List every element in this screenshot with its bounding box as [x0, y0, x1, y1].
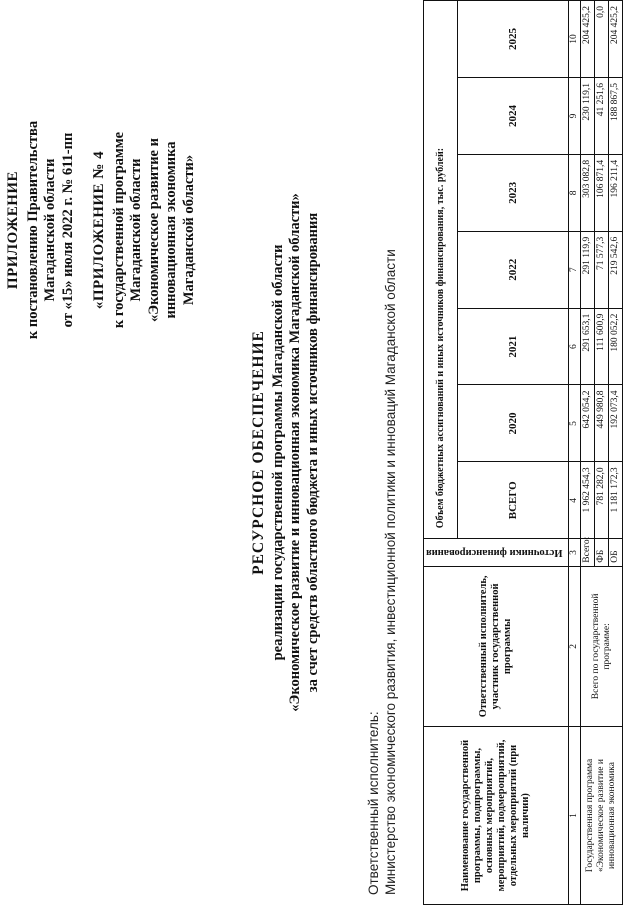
heading-line: за счет средств областного бюджета и иных источников финансирования [304, 212, 321, 693]
value-cell: 180 052,2 [609, 308, 623, 385]
responsible-label: Ответственный исполнитель: [366, 711, 381, 895]
value-cell: 1 962 454,3 [581, 462, 595, 539]
header-year: 2021 [458, 308, 569, 385]
header-name: Наименование государственной программы, подпрограммы, основных мероприятий, мероприятий, подмероприятий, отдельных мероприятий (при наличии) [424, 727, 569, 905]
value-cell: 230 119,1 [581, 78, 595, 155]
source-cell: ФБ [595, 539, 609, 566]
header-executor: Ответственный исполнитель, участник государственной программы [424, 566, 569, 726]
column-number: 7 [569, 231, 581, 308]
header-source: Источники финансирования [426, 547, 563, 559]
column-number: 5 [569, 385, 581, 462]
column-number: 8 [569, 154, 581, 231]
value-cell: 291 119,9 [581, 231, 595, 308]
value-cell: 291 653,1 [581, 308, 595, 385]
value-cell: 204 425,2 [609, 1, 623, 78]
program-name: Государственная программа «Экономическое развитие и инновационная экономика [581, 727, 623, 905]
heading-line: «Экономическое развитие и инновационная экономика Магаданской области» [287, 193, 303, 712]
appendix-title: ПРИЛОЖЕНИЕ [5, 170, 21, 290]
document-heading [250, 0, 322, 905]
resource-table [423, 0, 623, 905]
value-cell: 219 542,6 [609, 231, 623, 308]
appendix-line: инновационная экономика [163, 141, 179, 319]
heading-line: реализации государственной программы Магаданской области [269, 244, 286, 661]
value-cell: 0,0 [595, 1, 609, 78]
header-year: 2020 [458, 385, 569, 462]
heading-title: РЕСУРСНОЕ ОБЕСПЕЧЕНИЕ [250, 330, 267, 575]
appendix-line: к государственной программе [110, 131, 127, 329]
value-cell: 188 867,5 [609, 78, 623, 155]
column-number: 1 [569, 727, 581, 905]
appendix-line: Магаданской области [128, 158, 144, 302]
value-cell: 642 054,2 [581, 385, 595, 462]
column-number: 4 [569, 462, 581, 539]
appendix-line: к постановлению Правительства [24, 120, 41, 340]
header-year: 2023 [458, 154, 569, 231]
appendix-line: «Экономическое развитие и [145, 138, 162, 322]
value-cell: 781 282,0 [595, 462, 609, 539]
table-row [581, 1, 595, 905]
column-number: 2 [569, 566, 581, 726]
value-cell: 303 082,8 [581, 154, 595, 231]
header-total: ВСЕГО [458, 462, 569, 539]
column-number: 3 [569, 539, 581, 566]
header-source-cell [424, 539, 569, 566]
appendix-block [5, 10, 198, 450]
header-volume: Объем бюджетных ассигнований и иных источников финансирования, тыс. рублей: [424, 1, 458, 539]
value-cell: 41 251,6 [595, 78, 609, 155]
appendix-title-2: «ПРИЛОЖЕНИЕ № 4 [91, 150, 107, 310]
responsible-value: Министерство экономического развития, инвестиционной политики и инноваций Магаданской области [383, 249, 398, 895]
source-cell: Всего: [581, 539, 595, 566]
value-cell: 204 425,2 [581, 1, 595, 78]
column-number: 6 [569, 308, 581, 385]
appendix-date-line: от «15» июля 2022 г. № 611-пп [59, 132, 76, 328]
value-cell: 111 600,9 [595, 308, 609, 385]
program-executor: Всего по государственной программе: [581, 566, 623, 726]
appendix-line: Магаданской области» [180, 154, 197, 306]
appendix-line: Магаданской области [42, 158, 58, 302]
column-number: 9 [569, 78, 581, 155]
header-year: 2025 [458, 1, 569, 78]
header-year: 2024 [458, 78, 569, 155]
value-cell: 192 073,4 [609, 385, 623, 462]
value-cell: 71 577,3 [595, 231, 609, 308]
column-number: 10 [569, 1, 581, 78]
header-year: 2022 [458, 231, 569, 308]
value-cell: 1 181 172,3 [609, 462, 623, 539]
value-cell: 449 980,8 [595, 385, 609, 462]
value-cell: 106 871,4 [595, 154, 609, 231]
column-number-row [569, 1, 581, 905]
value-cell: 196 211,4 [609, 154, 623, 231]
source-cell: ОБ [609, 539, 623, 566]
responsible-executor [365, 15, 399, 895]
